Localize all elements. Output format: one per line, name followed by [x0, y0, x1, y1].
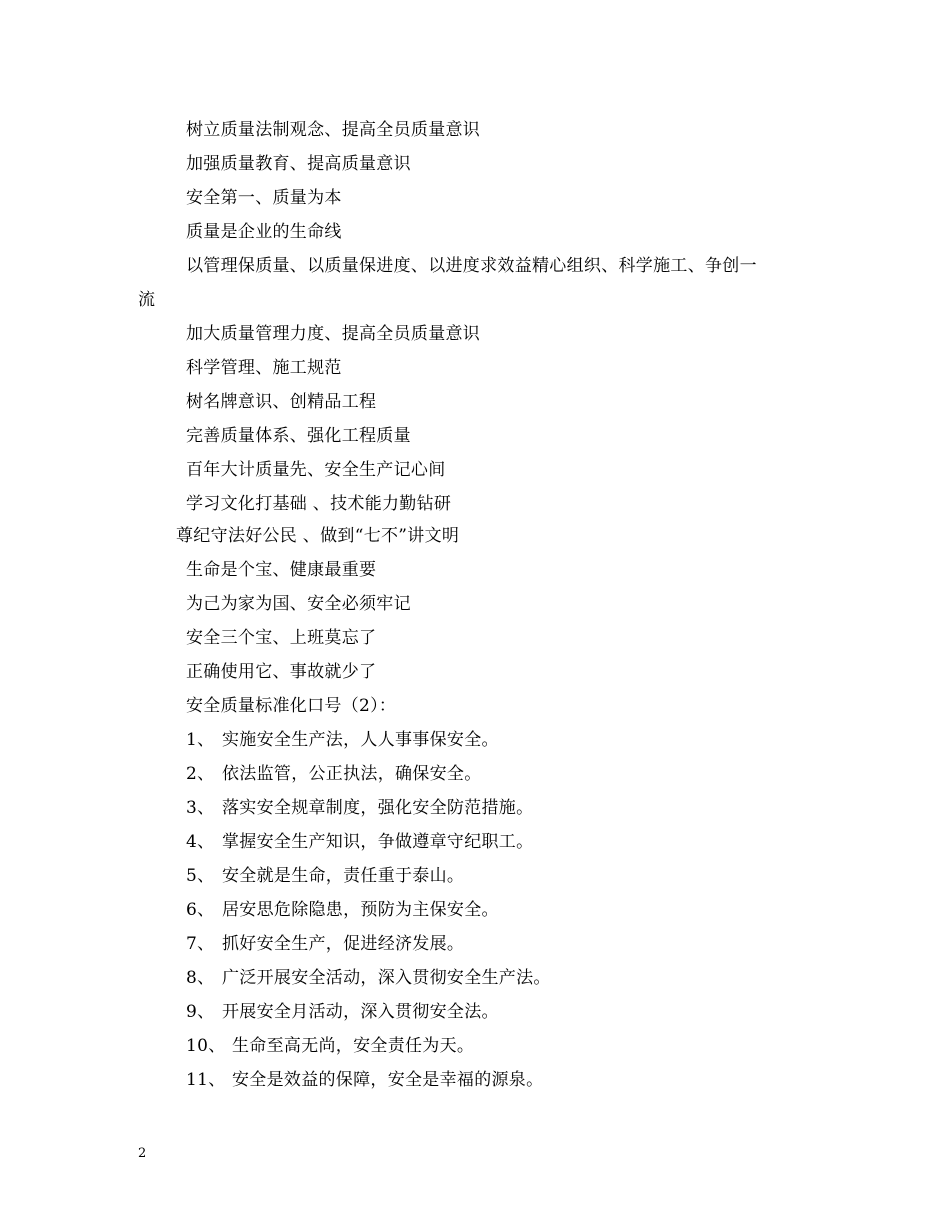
- slogan-line: 科学管理、施工规范: [186, 358, 342, 378]
- numbered-item: [186, 899, 499, 921]
- item-text: 开展安全月活动，深入贯彻安全法。: [222, 1002, 499, 1022]
- slogan-line: 正确使用它、事故就少了: [186, 662, 377, 682]
- slogan-line: 加强质量教育、提高质量意识: [186, 154, 411, 174]
- numbered-item: [186, 763, 482, 785]
- item-number: 11、: [186, 1070, 226, 1090]
- numbered-item: [186, 1069, 543, 1091]
- item-text: 抓好安全生产，促进经济发展。: [222, 934, 465, 954]
- numbered-item: [186, 1001, 499, 1023]
- item-number: 10、: [186, 1036, 226, 1056]
- item-text: 依法监管，公正执法，确保安全。: [222, 764, 482, 784]
- item-text: 掌握安全生产知识，争做遵章守纪职工。: [222, 832, 534, 852]
- numbered-item: [186, 797, 533, 819]
- item-text: 安全是效益的保障，安全是幸福的源泉。: [232, 1070, 544, 1090]
- item-text: 广泛开展安全活动，深入贯彻安全生产法。: [222, 968, 551, 988]
- slogan-line-continuation: 流: [138, 290, 156, 310]
- item-number: 8、: [186, 968, 215, 988]
- numbered-item: [186, 967, 551, 989]
- slogan-line: 为己为家为国、安全必须牢记: [186, 594, 411, 614]
- item-number: 6、: [186, 900, 215, 920]
- numbered-item: [186, 729, 499, 751]
- slogan-line: 生命是个宝、健康最重要: [186, 560, 377, 580]
- item-number: 2、: [186, 764, 215, 784]
- slogan-line: 质量是企业的生命线: [186, 222, 342, 242]
- slogan-line: 尊纪守法好公民 、做到“七不”讲文明: [176, 526, 460, 546]
- slogan-line: 百年大计质量先、安全生产记心间: [186, 460, 446, 480]
- slogan-line: 加大质量管理力度、提高全员质量意识: [186, 324, 481, 344]
- slogan-line: 以管理保质量、以质量保进度、以进度求效益精心组织、科学施工、争创一: [186, 256, 757, 276]
- item-number: 1、: [186, 730, 215, 750]
- numbered-item: [186, 865, 464, 887]
- slogan-line: 树名牌意识、创精品工程: [186, 392, 377, 412]
- item-number: 4、: [186, 832, 215, 852]
- slogan-line: 学习文化打基础 、技术能力勤钻研: [186, 494, 452, 514]
- item-number: 3、: [186, 798, 215, 818]
- item-text: 实施安全生产法，人人事事保安全。: [222, 730, 499, 750]
- slogan-line: 树立质量法制观念、提高全员质量意识: [186, 120, 481, 140]
- item-number: 7、: [186, 934, 215, 954]
- section-heading: 安全质量标准化口号（2）：: [186, 696, 397, 716]
- numbered-item: [186, 1035, 474, 1057]
- item-text: 生命至高无尚，安全责任为天。: [232, 1036, 475, 1056]
- item-text: 落实安全规章制度，强化安全防范措施。: [222, 798, 534, 818]
- page-number: 2: [138, 1146, 147, 1161]
- item-number: 5、: [186, 866, 215, 886]
- numbered-item: [186, 831, 533, 853]
- slogan-line: 完善质量体系、强化工程质量: [186, 426, 411, 446]
- item-text: 居安思危除隐患，预防为主保安全。: [222, 900, 499, 920]
- slogan-line: 安全三个宝、上班莫忘了: [186, 628, 377, 648]
- slogan-line: 安全第一、质量为本: [186, 188, 342, 208]
- item-text: 安全就是生命，责任重于泰山。: [222, 866, 465, 886]
- item-number: 9、: [186, 1002, 215, 1022]
- numbered-item: [186, 933, 464, 955]
